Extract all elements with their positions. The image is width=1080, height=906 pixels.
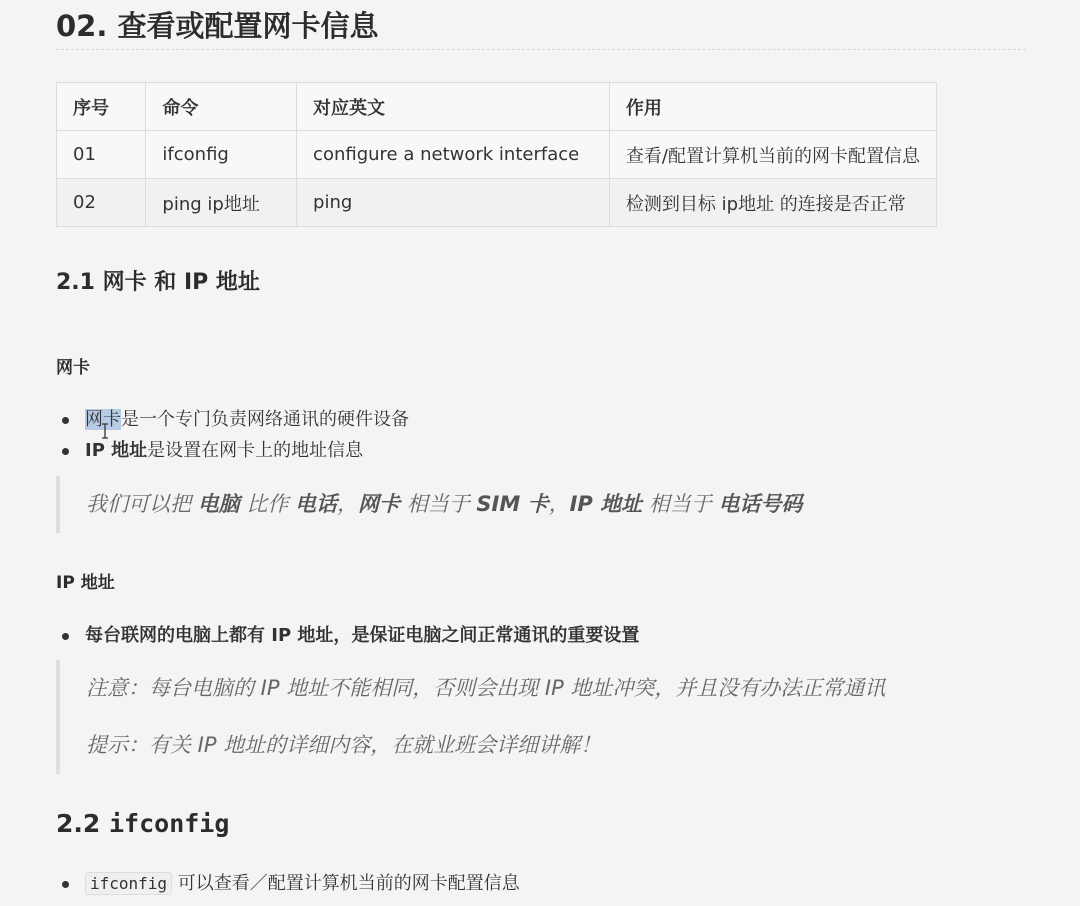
table-cell: 02 xyxy=(57,179,146,227)
subsection-title-2-2 xyxy=(56,809,229,839)
inline-code: ifconfig xyxy=(85,872,172,895)
quote-line xyxy=(86,476,802,533)
table-cell: 查看/配置计算机当前的网卡配置信息 xyxy=(609,131,936,179)
nic-bullet-list xyxy=(60,404,409,466)
table-row xyxy=(57,131,937,179)
quote-bold: IP 地址 xyxy=(569,492,643,516)
note-line: 注意：每台电脑的 IP 地址不能相同，否则会出现 IP 地址冲突，并且没有办法正常通讯 xyxy=(86,676,886,700)
quote-text: ， xyxy=(337,492,359,516)
note-quote xyxy=(56,660,885,774)
analogy-quote xyxy=(56,476,802,533)
list-item xyxy=(60,435,409,466)
subsection-code: ifconfig xyxy=(109,809,230,838)
quote-text: 我们可以把 xyxy=(86,492,198,516)
section-title: 02. 查看或配置网卡信息 xyxy=(56,9,379,43)
ip-heading: IP 地址 xyxy=(56,573,115,593)
title-divider xyxy=(56,49,1026,50)
table-cell: ping xyxy=(297,179,610,227)
table-header-row xyxy=(57,83,937,131)
tip-line: 提示：有关 IP 地址的详细内容，在就业班会详细讲解！ xyxy=(86,733,602,757)
quote-text: 相当于 xyxy=(400,492,477,516)
ifconfig-bullet-list xyxy=(60,868,520,899)
table-row xyxy=(57,179,937,227)
table-header-cell: 序号 xyxy=(57,83,146,131)
quote-text: 相当于 xyxy=(642,492,719,516)
subsection-title-2-1: 2.1 网卡 和 IP 地址 xyxy=(56,270,260,295)
nic-heading: 网卡 xyxy=(56,358,90,378)
quote-bold: 电脑 xyxy=(197,492,240,516)
list-item: 每台联网的电脑上都有 IP 地址，是保证电脑之间正常通讯的重要设置 xyxy=(60,620,639,651)
list-item xyxy=(60,404,409,435)
ip-bullet-list xyxy=(60,620,639,651)
quote-text: 比作 xyxy=(239,492,296,516)
text-cursor-icon xyxy=(100,423,110,439)
table-header-cell: 作用 xyxy=(609,83,936,131)
command-table xyxy=(56,82,937,227)
selected-text[interactable]: 网卡 xyxy=(85,409,121,430)
list-item-text: 可以查看／配置计算机当前的网卡配置信息 xyxy=(172,873,520,894)
quote-bold: 电话号码 xyxy=(718,492,803,516)
quote-bold: 网卡 xyxy=(358,492,401,516)
table-cell: configure a network interface xyxy=(297,131,610,179)
table-header-cell: 命令 xyxy=(146,83,297,131)
list-item-text: 是一个专门负责网络通讯的硬件设备 xyxy=(121,409,409,430)
list-item-text: 是设置在网卡上的地址信息 xyxy=(147,440,364,461)
quote-bold: SIM 卡 xyxy=(476,492,549,516)
table-cell: 检测到目标 ip地址 的连接是否正常 xyxy=(609,179,936,227)
quote-text: ， xyxy=(548,492,570,516)
table-header-cell: 对应英文 xyxy=(297,83,610,131)
table-cell: 01 xyxy=(57,131,146,179)
subsection-number: 2.2 xyxy=(56,809,109,838)
table-cell: ping ip地址 xyxy=(146,179,297,227)
list-item xyxy=(60,868,520,899)
table-cell: ifconfig xyxy=(146,131,297,179)
quote-bold: 电话 xyxy=(295,492,338,516)
list-item-bold: IP 地址 xyxy=(85,440,148,461)
